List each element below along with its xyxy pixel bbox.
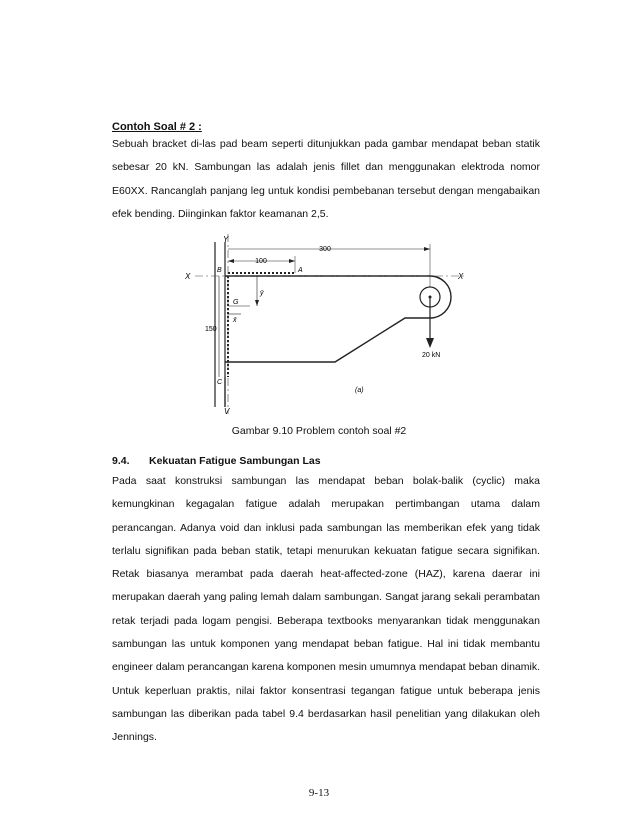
- section-heading: [112, 455, 321, 467]
- label-y-top: Y: [223, 235, 229, 244]
- dim-100-arrow-right: [289, 259, 295, 263]
- bracket-plate: [225, 276, 451, 362]
- dim-300-arrow-right: [424, 247, 430, 251]
- label-a: A: [298, 267, 303, 274]
- section-paragraph: Pada saat konstruksi sambungan las mendapat beban bolak-balik (cyclic) maka kemungkinan kegagalan fatigue adalah merupakan pertimbangan utama dalam perancangan. Adanya void dan inklusi pada sambungan las memberikan efek yang tidak terlalu signifikan pada beban statik, tetapi menurukan kekuatan fatigue secara signifikan. Retak biasanya merambat pada daerah heat-affected-zone (HAZ), karena daerar ini merupakan daerah yang paling lemah dalam sambungan. Sangat jarang sekali perambatan retak terjadi pada logam pengisi. Beberapa textbooks menyarankan tidak menggunakan sambungan las untuk komponen yang mendapat beban fatigue. Hal ini tidak membantu engineer dalam perancangan karena komponen mesin umumnya mendapat beban dinamik. Untuk keperluan praktis, nilai faktor konsentrasi tegangan fatigue untuk beberapa jenis sambungan las diberikan pada tabel 9.4 berdasarkan hasil penelitian yang dilakukan oleh Jennings.: [112, 475, 540, 744]
- load-arrow-head: [426, 338, 434, 348]
- label-part: (a): [355, 387, 364, 394]
- label-dim-300: 300: [319, 246, 331, 253]
- example-paragraph: Sebuah bracket di-las pad beam seperti ditunjukkan pada gambar mendapat beban statik sebesar 20 kN. Sambungan las adalah jenis fillet dan menggunakan elektroda nomor E60XX. Rancanglah panjang leg untuk kondisi pembebanan tersebut dengan mengabaikan efek bending. Diinginkan faktor keamanan 2,5.: [112, 138, 540, 220]
- dim-100-arrow-left: [228, 259, 234, 263]
- label-load: 20 kN: [422, 352, 441, 359]
- label-xbar: x̄: [233, 317, 237, 324]
- label-g: G: [233, 299, 239, 306]
- label-dim-100: 100: [255, 258, 267, 265]
- figure-caption: Gambar 9.10 Problem contoh soal #2: [231, 425, 407, 437]
- label-ybar: ȳ: [260, 290, 264, 297]
- section-title: Kekuatan Fatigue Sambungan Las: [149, 455, 321, 467]
- label-dim-150: 150: [205, 326, 217, 333]
- label-x-left: X: [185, 272, 191, 281]
- example-heading: Contoh Soal # 2 :: [112, 121, 202, 133]
- label-y-bottom: V: [224, 407, 230, 416]
- page-number: 9-13: [308, 787, 330, 799]
- section-number: 9.4.: [112, 455, 130, 467]
- label-x-right: X: [458, 272, 464, 281]
- label-c: C: [217, 379, 223, 386]
- bracket-figure: [175, 232, 475, 422]
- label-b: B: [217, 267, 222, 274]
- centroid-y-arrow: [255, 300, 259, 306]
